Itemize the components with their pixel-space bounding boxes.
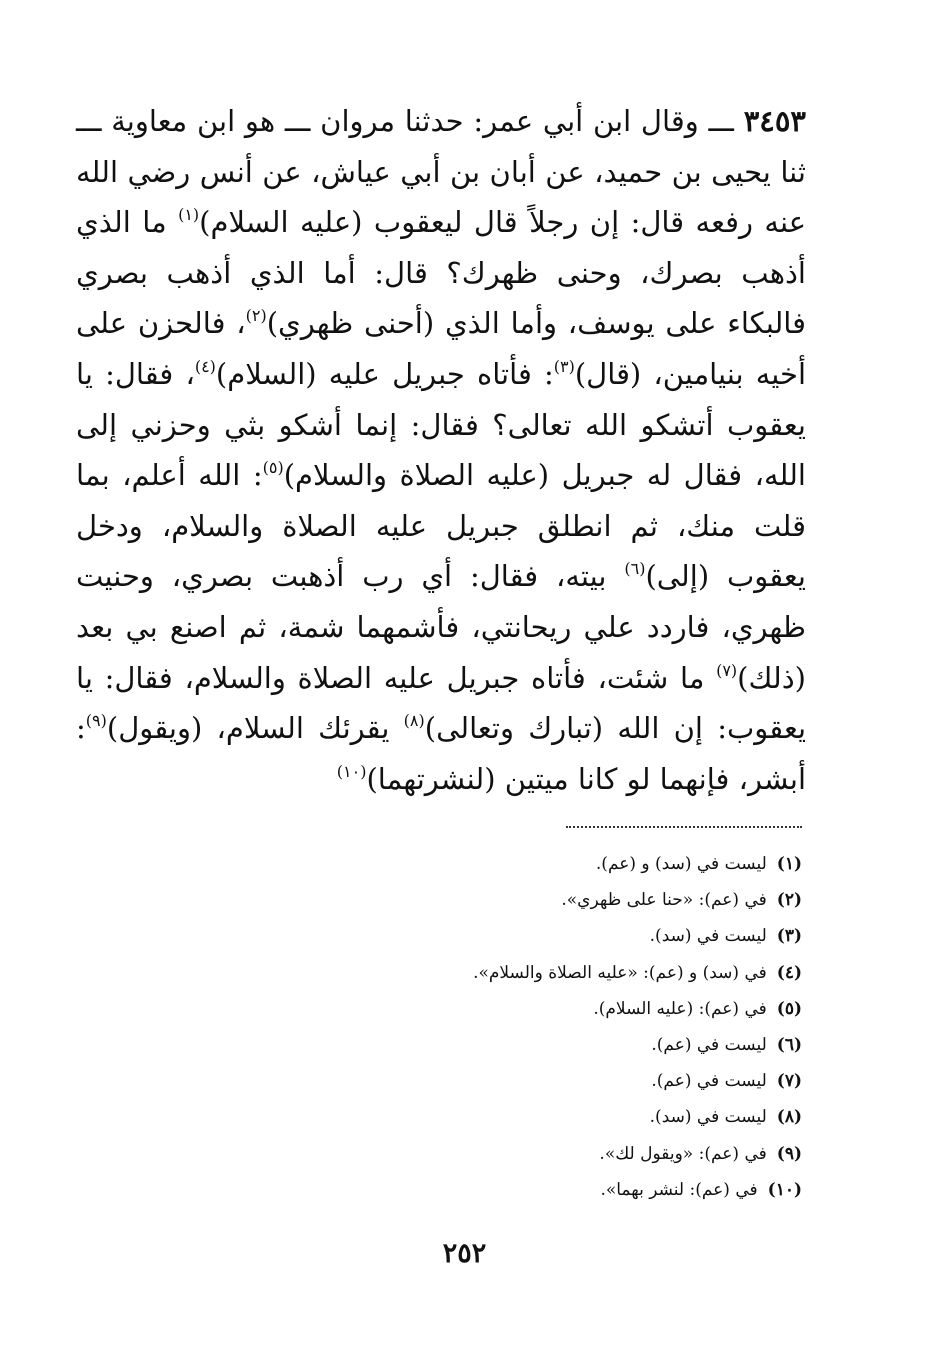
footnote-ref[interactable]: (٥): [262, 458, 284, 478]
text-part: : أبشر، فإنهما لو كانا ميتين (لنشرتهما): [76, 711, 806, 796]
footnote-text: ليست في (سد).: [649, 1107, 767, 1128]
text-part: ، فقال: يا يعقوب أتشكو الله تعالى؟ فقال: إنما أشكو بثي وحزني إلى الله، فقال له جبريل (عليه الصلاة والسلام): [76, 356, 806, 493]
footnote-text: في (عم): «حنا على ظهري».: [561, 890, 767, 911]
footnote-ref[interactable]: (٤): [194, 356, 216, 376]
footnote-item: [100, 882, 802, 918]
text-part: ـــ وقال ابن أبي عمر: حدثنا مروان ـــ هو ابن معاوية ـــ ثنا يحيى بن حميد، عن أبان بن أبي عياش، عن أنس رضي الله عنه رفعه قال: إن رجلاً قال ليعقوب (عليه السلام): [76, 104, 806, 240]
footnote-ref[interactable]: (٢): [245, 306, 267, 326]
text-part: : فأتاه جبريل عليه (السلام): [215, 356, 554, 391]
footnote-ref[interactable]: (١٠): [336, 761, 367, 781]
footnote-ref[interactable]: (٦): [624, 559, 646, 579]
footnote-text: في (عم): (عليه السلام).: [593, 998, 767, 1019]
footnote-number: (١٠): [767, 1179, 802, 1200]
footnote-text: في (عم): «ويقول لك».: [599, 1143, 767, 1164]
footnote-item: [100, 1099, 802, 1135]
footnote-item: [100, 1172, 802, 1208]
footnote-text: ليست في (عم).: [651, 1035, 767, 1056]
text-part: ما الذي أذهب بصرك، وحنى ظهرك؟ قال: أما الذي أذهب بصري فالبكاء على يوسف، وأما الذي (أحنى ظهري): [76, 205, 806, 341]
footnote-text: في (عم): لنشر بهما».: [600, 1179, 758, 1200]
hadith-number: ٣٤٥٣: [743, 104, 806, 138]
footnote-ref[interactable]: (٧): [716, 660, 738, 680]
footnote-item: [100, 1063, 802, 1099]
footnote-number: (٦): [776, 1035, 802, 1056]
text-part: ، فالحزن على أخيه بنيامين، (قال): [76, 306, 806, 391]
footnote-ref[interactable]: (٣): [553, 356, 575, 376]
footnote-number: (٢): [776, 890, 802, 911]
footnote-ref[interactable]: (٩): [85, 711, 107, 731]
footnote-text: في (سد) و (عم): «عليه الصلاة والسلام».: [473, 962, 767, 983]
footnote-number: (٥): [776, 998, 802, 1019]
footnote-number: (١): [776, 854, 802, 874]
footnote-text: ليست في (سد) و (عم).: [595, 854, 767, 874]
page-number: ٢٥٢: [442, 1238, 487, 1269]
text-part: : الله أعلم، بما قلت منك، ثم انطلق جبريل عليه الصلاة والسلام، ودخل يعقوب (إلى): [76, 458, 806, 594]
footnote-text: ليست في (عم).: [651, 1071, 767, 1092]
footnote-ref[interactable]: (٨): [403, 711, 425, 731]
footnote-number: (٨): [776, 1107, 802, 1128]
footnote-text: ليست في (سد).: [649, 926, 767, 947]
footnote-item: [100, 1136, 802, 1172]
footnote-ref[interactable]: (١): [178, 205, 200, 225]
footnote-separator: [566, 826, 802, 828]
footnote-number: (٧): [776, 1071, 802, 1092]
footnotes-list: [100, 846, 802, 1208]
footnote-item: [100, 991, 802, 1027]
footnote-item: [100, 1027, 802, 1063]
footnote-item: [100, 918, 802, 954]
text-part: يقرئك السلام، (ويقول): [106, 711, 404, 746]
hadith-text: [76, 96, 806, 804]
footnote-number: (٣): [776, 926, 802, 947]
footnote-item: [100, 955, 802, 991]
text-part: بيته، فقال: أي رب أذهبت بصري، وحنيت ظهري، فاردد علي ريحانتي، فأشمهما شمة، ثم اصنع بي بعد (ذلك): [76, 559, 806, 695]
text-part: ما شئت، فأتاه جبريل عليه الصلاة والسلام، فقال: يا يعقوب: إن الله (تبارك وتعالى): [76, 660, 807, 746]
footnote-number: (٤): [776, 962, 802, 983]
footnote-item: [100, 846, 802, 882]
footnote-number: (٩): [776, 1143, 802, 1164]
